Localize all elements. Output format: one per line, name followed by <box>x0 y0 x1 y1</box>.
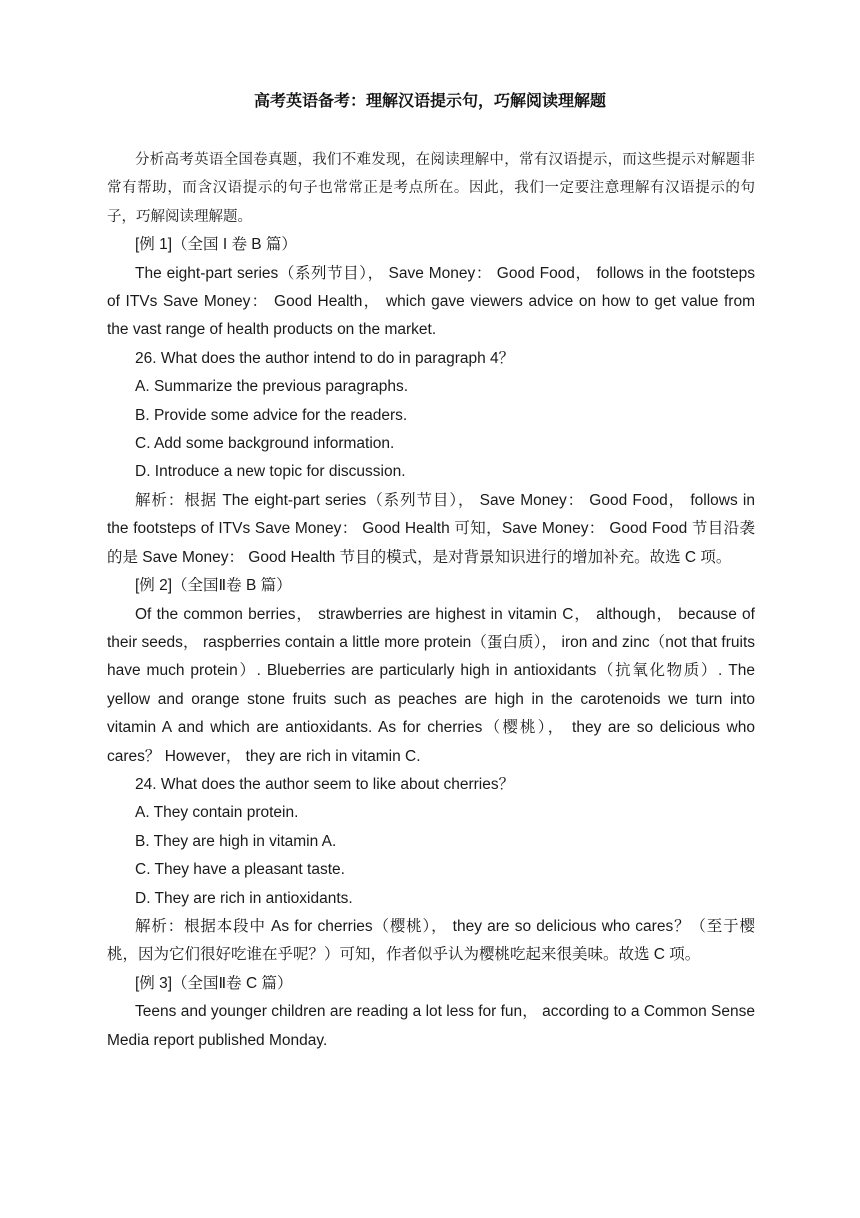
question-24-option-b: B. They are high in vitamin A. <box>135 832 337 850</box>
document-body <box>107 146 755 1055</box>
example-2-passage: Of the common berries， strawberries are highest in vitamin C， although， because of their seeds， raspberries contain a little more protein（蛋白质）， iron and zinc（not that fruits have much protein）. Blueberries are particularly high in antioxidants（抗氧化物质）. The yellow and orange stone fruits such as peaches are high in the carotenoids we turn into vitamin A and which are antioxidants. As for cherries（樱桃）， they are so delicious who cares？ However， they are rich in vitamin C. <box>107 605 755 765</box>
example-3-passage: Teens and younger children are reading a lot less for fun， according to a Common Sense Media report published Monday. <box>107 1003 755 1049</box>
intro-paragraph: 分析高考英语全国卷真题，我们不难发现，在阅读理解中，常有汉语提示，而这些提示对解题非常有帮助，而含汉语提示的句子也常常正是考点所在。因此，我们一定要注意理解有汉语提示的句子，巧解阅读理解题。 <box>107 152 755 225</box>
question-26-option-b: B. Provide some advice for the readers. <box>135 406 408 424</box>
example-1-analysis: 解析：根据 The eight-part series（系列节目）， Save Money： Good Food， follows in the footsteps of ITVs Save Money： Good Health 可知，Save Money： Good Food 节目沿袭的是 Save Money： Good Health 节目的模式，是对背景知识进行的增加补充。故选 C 项。 <box>107 491 755 566</box>
question-26: 26. What does the author intend to do in paragraph 4？ <box>135 349 515 367</box>
example-2-heading: [例 2]（全国Ⅱ卷 B 篇） <box>135 577 292 595</box>
question-24-option-c: C. They have a pleasant taste. <box>135 861 345 879</box>
question-26-option-d: D. Introduce a new topic for discussion. <box>135 463 406 481</box>
question-24-option-a: A. They contain protein. <box>135 804 299 822</box>
example-2-analysis: 解析：根据本段中 As for cherries（樱桃）， they are so delicious who cares？（至于樱桃，因为它们很好吃谁在乎呢？）可知，作者似乎认为樱桃吃起来很美味。故选 C 项。 <box>107 917 755 964</box>
question-24: 24. What does the author seem to like about cherries？ <box>135 775 515 793</box>
example-1-passage: The eight-part series（系列节目）， Save Money： Good Food， follows in the footsteps of ITVs Save Money： Good Health， which gave viewers advice on how to get value from the vast range of health products on the market. <box>107 264 755 339</box>
example-1-heading: [例 1]（全国 I 卷 B 篇） <box>135 236 297 254</box>
question-24-option-d: D. They are rich in antioxidants. <box>135 889 353 907</box>
document-title: 高考英语备考：理解汉语提示句，巧解阅读理解题 <box>253 91 606 110</box>
question-26-option-c: C. Add some background information. <box>135 435 395 453</box>
question-26-option-a: A. Summarize the previous paragraphs. <box>135 378 409 396</box>
example-3-heading: [例 3]（全国Ⅱ卷 C 篇） <box>135 974 293 992</box>
